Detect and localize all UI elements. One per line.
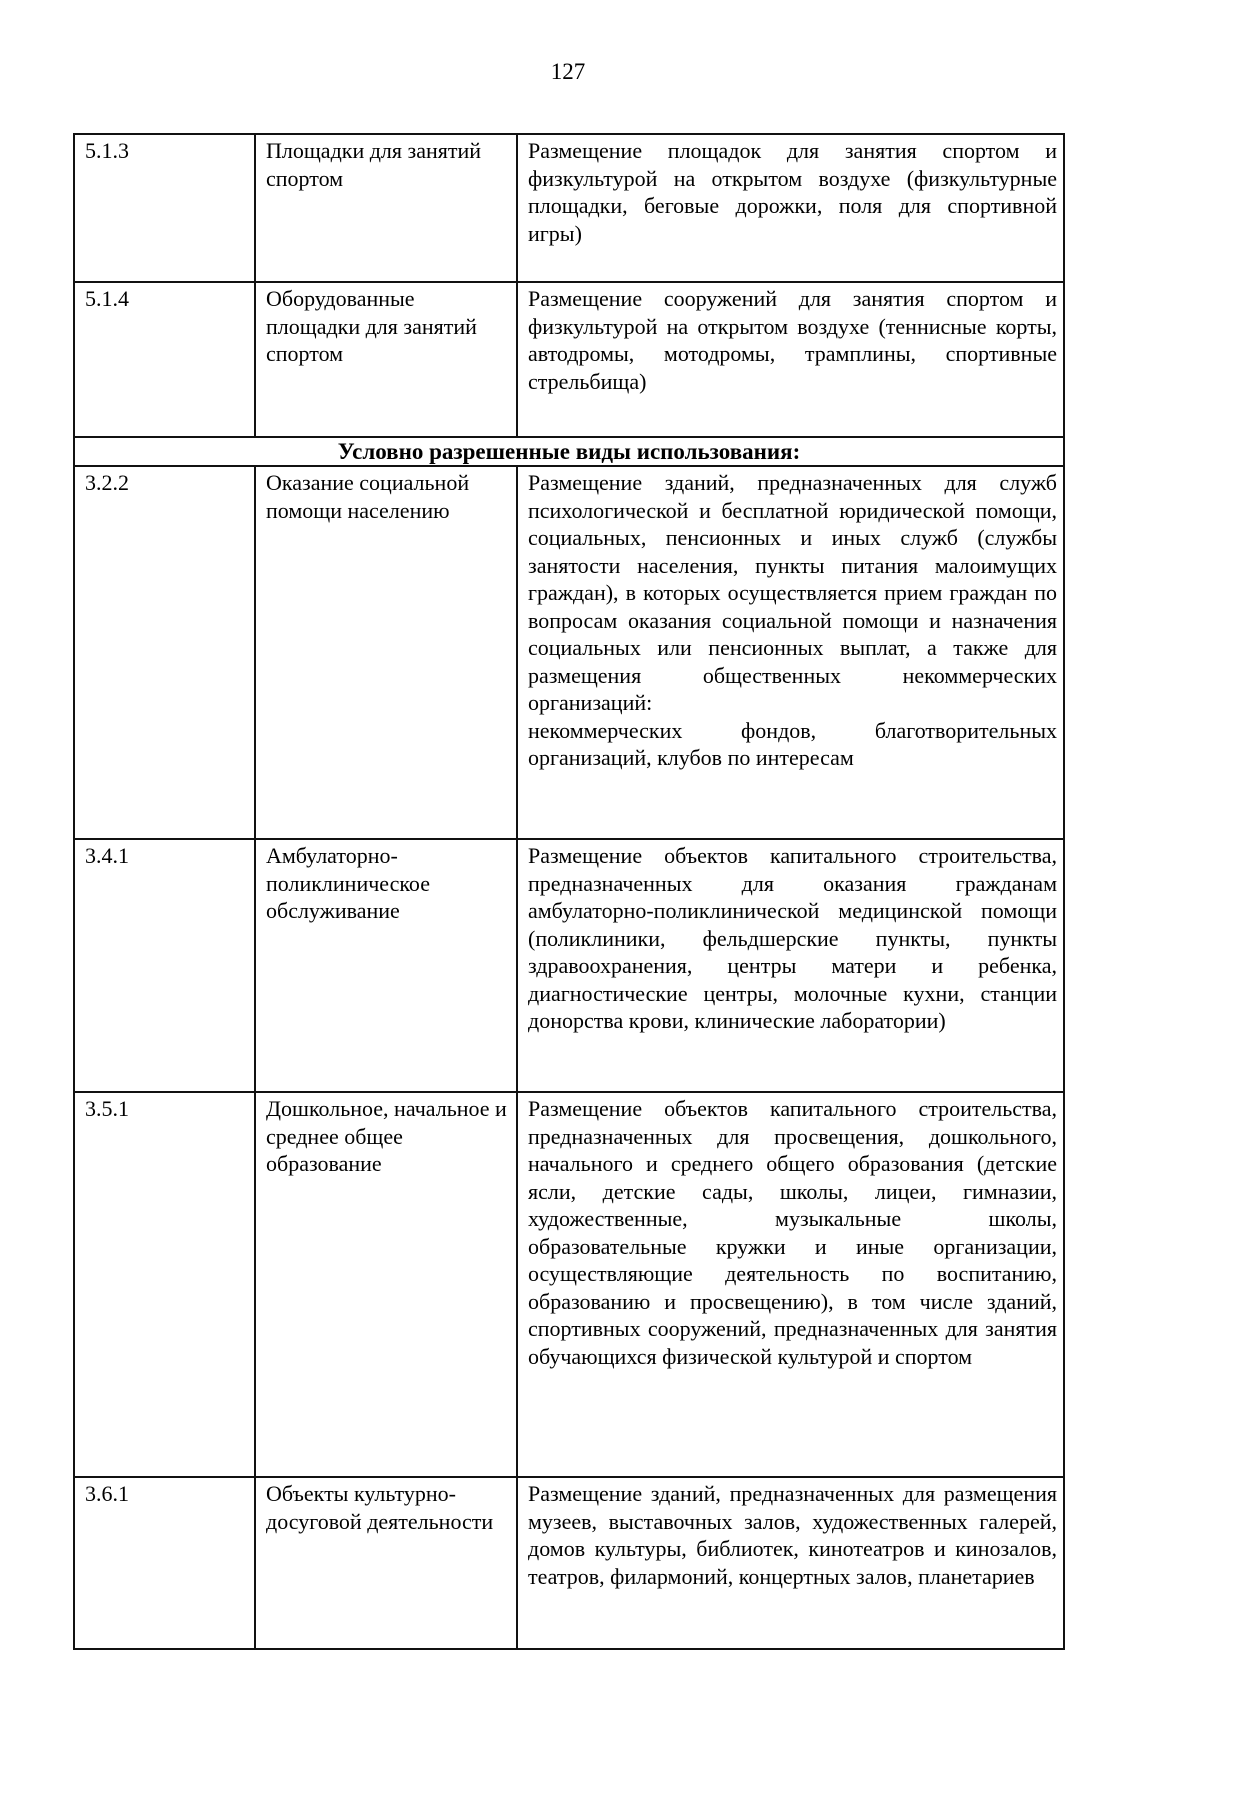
use-name: Оборудованные площадки для занятий спортом — [255, 282, 517, 437]
table-row — [74, 466, 1064, 839]
use-description: Размещение объектов капитального строительства, предназначенных для оказания гражданам амбулаторно-поликлинической медицинской помощи (поликлиники, фельдшерские пункты, пункты здравоохранения, центры матери и ребенка, диагностические центры, молочные кухни, станции донорства крови, клинические лаборатории) — [517, 839, 1064, 1092]
use-code: 3.4.1 — [74, 839, 255, 1092]
use-name: Объекты культурно-досуговой деятельности — [255, 1477, 517, 1649]
use-code: 5.1.3 — [74, 134, 255, 282]
table-row — [74, 282, 1064, 437]
table-row — [74, 839, 1064, 1092]
use-description: Размещение сооружений для занятия спортом и физкультурой на открытом воздухе (теннисные корты, автодромы, мотодромы, трамплины, спортивные стрельбища) — [517, 282, 1064, 437]
page-number: 127 — [550, 59, 586, 84]
use-name: Оказание социальной помощи населению — [255, 466, 517, 839]
land-use-types-table — [73, 133, 1065, 1650]
table-row — [74, 134, 1064, 282]
table-row — [74, 1092, 1064, 1477]
section-header: Условно разрешенные виды использования: — [74, 437, 1064, 466]
use-description — [517, 466, 1064, 839]
use-code: 3.2.2 — [74, 466, 255, 839]
use-description: Размещение площадок для занятия спортом и физкультурой на открытом воздухе (физкультурные площадки, беговые дорожки, поля для спортивной игры) — [517, 134, 1064, 282]
description-paragraph: некоммерческих фондов, благотворительных организаций, клубов по интересам — [528, 717, 1057, 770]
use-description: Размещение объектов капитального строительства, предназначенных для просвещения, дошкольного, начального и среднего общего образования (детские ясли, детские сады, школы, лицеи, гимназии, художественные, музыкальные школы, образовательные кружки и иные организации, осуществляющие деятельность по воспитанию, образованию и просвещению), в том числе зданий, спортивных сооружений, предназначенных для занятия обучающихся физической культурой и спортом — [517, 1092, 1064, 1477]
use-name: Дошкольное, начальное и среднее общее образование — [255, 1092, 517, 1477]
use-name: Площадки для занятий спортом — [255, 134, 517, 282]
use-description: Размещение зданий, предназначенных для размещения музеев, выставочных залов, художественных галерей, домов культуры, библиотек, кинотеатров и кинозалов, театров, филармоний, концертных залов, планетариев — [517, 1477, 1064, 1649]
table-row — [74, 1477, 1064, 1649]
use-code: 5.1.4 — [74, 282, 255, 437]
use-name: Амбулаторно-поликлиническое обслуживание — [255, 839, 517, 1092]
description-paragraph: Размещение зданий, предназначенных для служб психологической и бесплатной юридической помощи, социальных, пенсионных и иных служб (службы занятости населения, пункты питания малоимущих граждан), в которых осуществляется прием граждан по вопросам оказания социальной помощи и назначения социальных или пенсионных выплат, а также для размещения общественных некоммерческих организаций: — [528, 470, 1057, 715]
section-header-row — [74, 437, 1064, 466]
use-code: 3.5.1 — [74, 1092, 255, 1477]
use-code: 3.6.1 — [74, 1477, 255, 1649]
